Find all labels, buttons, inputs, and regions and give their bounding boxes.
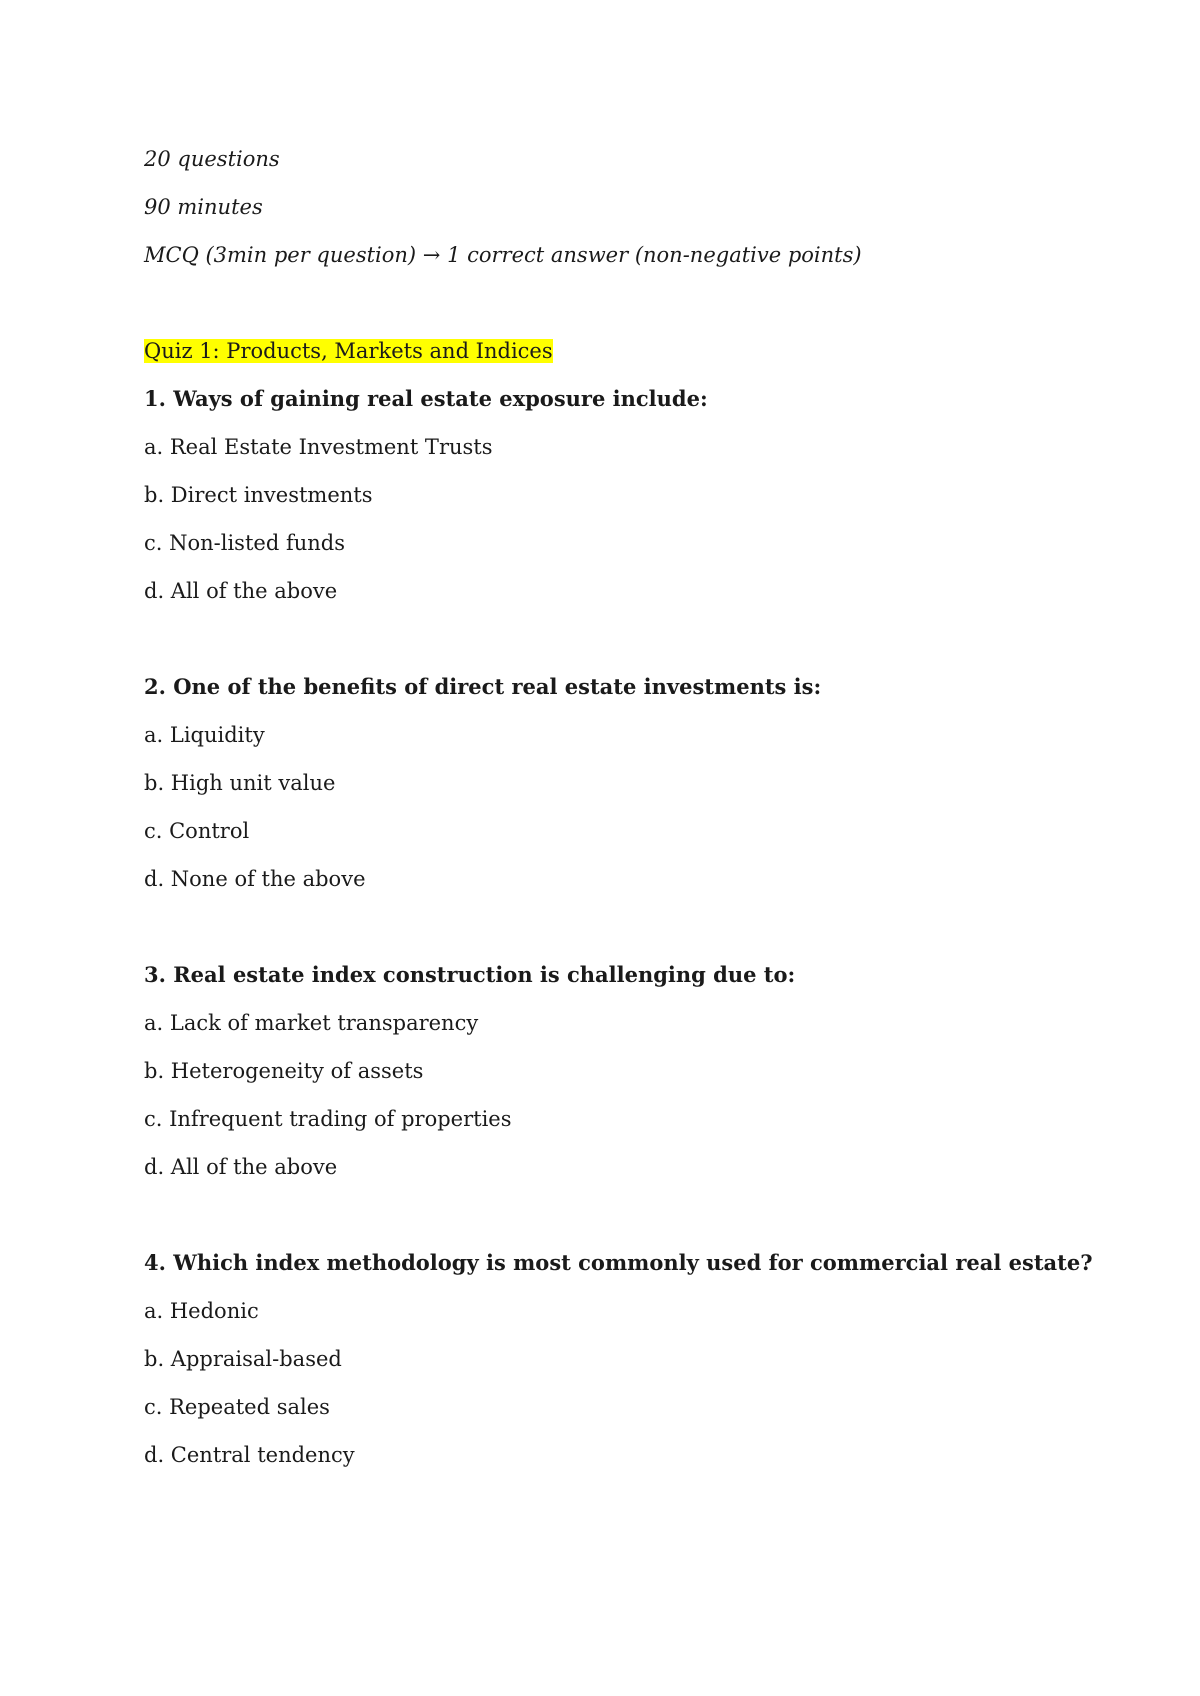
- question-2-option-a: a. Liquidity: [144, 723, 265, 747]
- question-4-option-b: b. Appraisal-based: [144, 1347, 342, 1371]
- quiz-title-text: Quiz 1: Products, Markets and Indices: [144, 339, 553, 363]
- question-2-option-c: c. Control: [144, 819, 250, 843]
- question-3-option-b: b. Heterogeneity of assets: [144, 1059, 424, 1083]
- question-4-option-d: d. Central tendency: [144, 1443, 355, 1467]
- question-1-option-c: c. Non-listed funds: [144, 531, 345, 555]
- question-1-option-a: a. Real Estate Investment Trusts: [144, 435, 493, 459]
- question-4-option-c: c. Repeated sales: [144, 1395, 330, 1419]
- question-3-option-c: c. Infrequent trading of properties: [144, 1107, 512, 1131]
- question-1: 1. Ways of gaining real estate exposure include:: [144, 386, 708, 411]
- question-2-option-d: d. None of the above: [144, 867, 366, 891]
- question-3-option-d: d. All of the above: [144, 1155, 338, 1179]
- question-1-option-d: d. All of the above: [144, 579, 338, 603]
- question-4: 4. Which index methodology is most commonly used for commercial real estate?: [144, 1250, 1093, 1275]
- question-2-option-b: b. High unit value: [144, 771, 336, 795]
- question-2: 2. One of the benefits of direct real estate investments is:: [144, 674, 822, 699]
- exam-format: MCQ (3min per question) → 1 correct answer (non-negative points): [144, 243, 862, 267]
- question-3: 3. Real estate index construction is challenging due to:: [144, 962, 796, 987]
- question-4-option-a: a. Hedonic: [144, 1299, 259, 1323]
- exam-duration: 90 minutes: [144, 195, 263, 219]
- question-count: 20 questions: [144, 147, 280, 171]
- question-1-option-b: b. Direct investments: [144, 483, 373, 507]
- question-3-option-a: a. Lack of market transparency: [144, 1011, 479, 1035]
- quiz-title: [144, 337, 553, 365]
